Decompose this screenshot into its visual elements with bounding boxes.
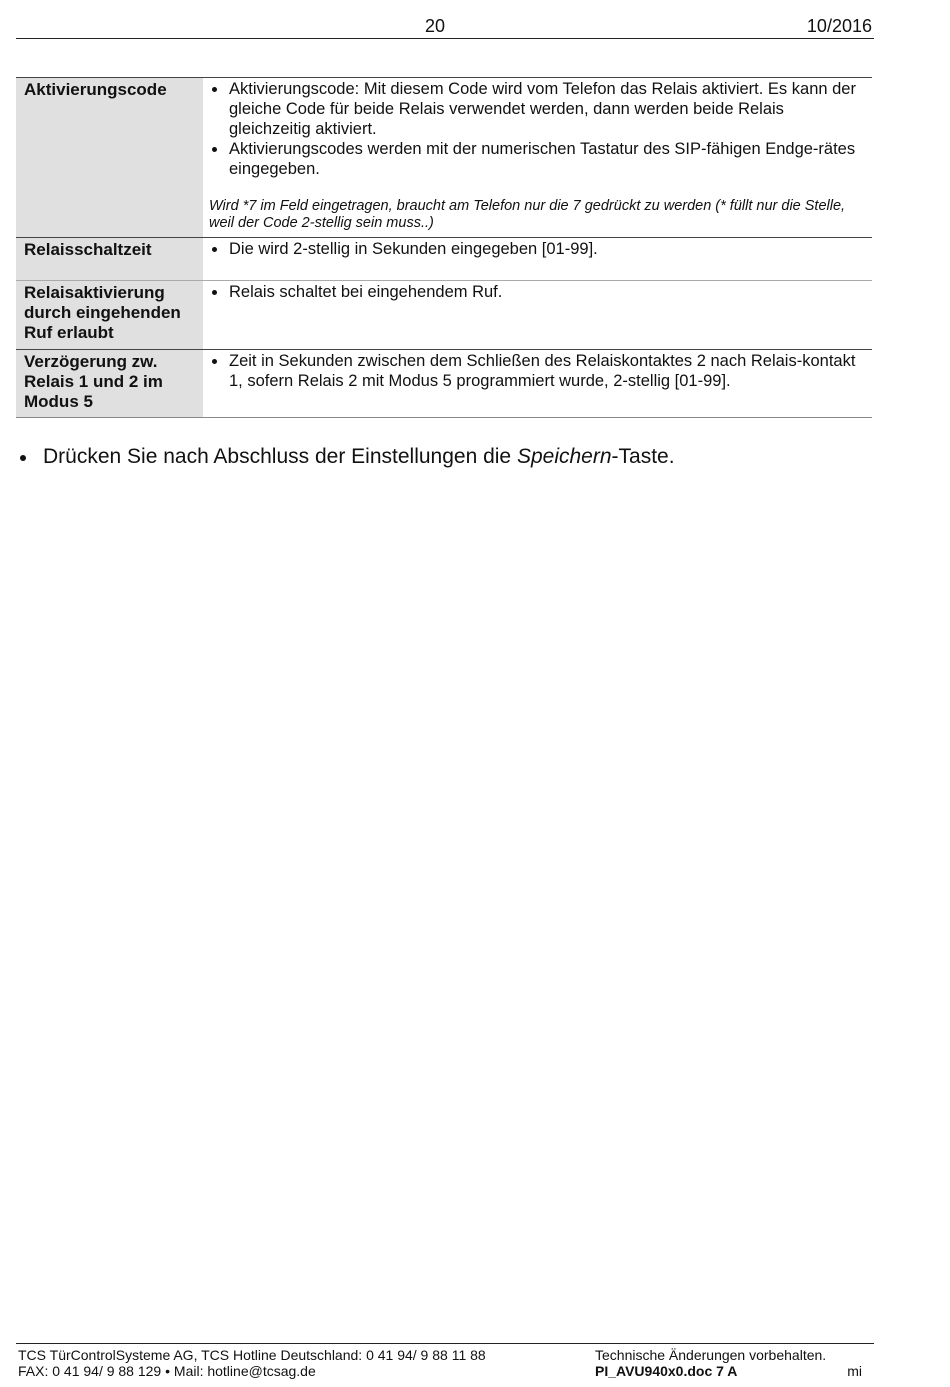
row-label: Relaisschaltzeit <box>16 238 203 281</box>
row-label: Aktivierungscode <box>16 78 203 238</box>
settings-table <box>16 77 872 418</box>
bullet-icon <box>212 290 217 295</box>
note-text: Wird *7 im Feld eingetragen, braucht am Telefon nur die 7 gedrückt zu werden (* füllt nur die Stelle, weil der Code 2-stellig sein muss..) <box>209 198 846 231</box>
bullet-icon <box>20 455 26 461</box>
list-item: Aktivierungscode: Mit diesem Code wird vom Telefon das Relais aktiviert. Es kann der gleiche Code für beide Relais verwendet werden, dann werden beide Relais gleichzeitig aktiviert. <box>207 79 864 139</box>
row-label: Relaisaktivierung durch eingehenden Ruf erlaubt <box>16 281 203 350</box>
bullet-icon <box>212 87 217 92</box>
row-description <box>203 281 872 350</box>
list-item: Zeit in Sekunden zwischen dem Schließen des Relaiskontaktes 2 nach Relais-kontakt 1, sofern Relais 2 mit Modus 5 programmiert wurde, 2-stellig [01-99]. <box>207 351 864 391</box>
row-description <box>203 238 872 281</box>
footer-doc-info <box>595 1347 826 1379</box>
speichern-emphasis: Speichern <box>516 445 612 468</box>
bullet-icon <box>212 359 217 364</box>
instruction-text-end: -Taste. <box>611 445 675 468</box>
bullet-icon <box>212 247 217 252</box>
page-footer <box>16 1343 874 1384</box>
footer-doc-id: PI_AVU940x0.doc 7 A <box>595 1363 738 1379</box>
table-row <box>16 78 872 238</box>
list-item: Die wird 2-stellig in Sekunden eingegeben [01-99]. <box>207 239 864 259</box>
row-label: Verzögerung zw. Relais 1 und 2 im Modus 5 <box>16 350 203 418</box>
footer-fax-mail: FAX: 0 41 94/ 9 88 129 • Mail: hotline@tcsag.de <box>18 1363 316 1379</box>
footer-initials: mi <box>847 1363 862 1379</box>
instruction-text: Drücken Sie nach Abschluss der Einstellungen die <box>43 445 517 468</box>
page-number: 20 <box>424 16 446 36</box>
table-row <box>16 238 872 281</box>
document-date: 10/2016 <box>806 16 872 36</box>
list-item: Relais schaltet bei eingehendem Ruf. <box>207 282 864 302</box>
list-item: Aktivierungscodes werden mit der numerischen Tastatur des SIP-fähigen Endge-rätes eingegeben. <box>207 139 864 179</box>
table-row <box>16 281 872 350</box>
row-description <box>203 350 872 418</box>
table-row <box>16 350 872 418</box>
footer-hotline: TCS TürControlSysteme AG, TCS Hotline Deutschland: 0 41 94/ 9 88 11 88 <box>18 1347 486 1363</box>
instruction-step <box>18 445 675 469</box>
footer-contact <box>18 1347 486 1379</box>
bullet-icon <box>212 147 217 152</box>
row-description <box>203 78 872 238</box>
page-header <box>16 16 874 39</box>
footer-disclaimer: Technische Änderungen vorbehalten. <box>595 1347 827 1363</box>
